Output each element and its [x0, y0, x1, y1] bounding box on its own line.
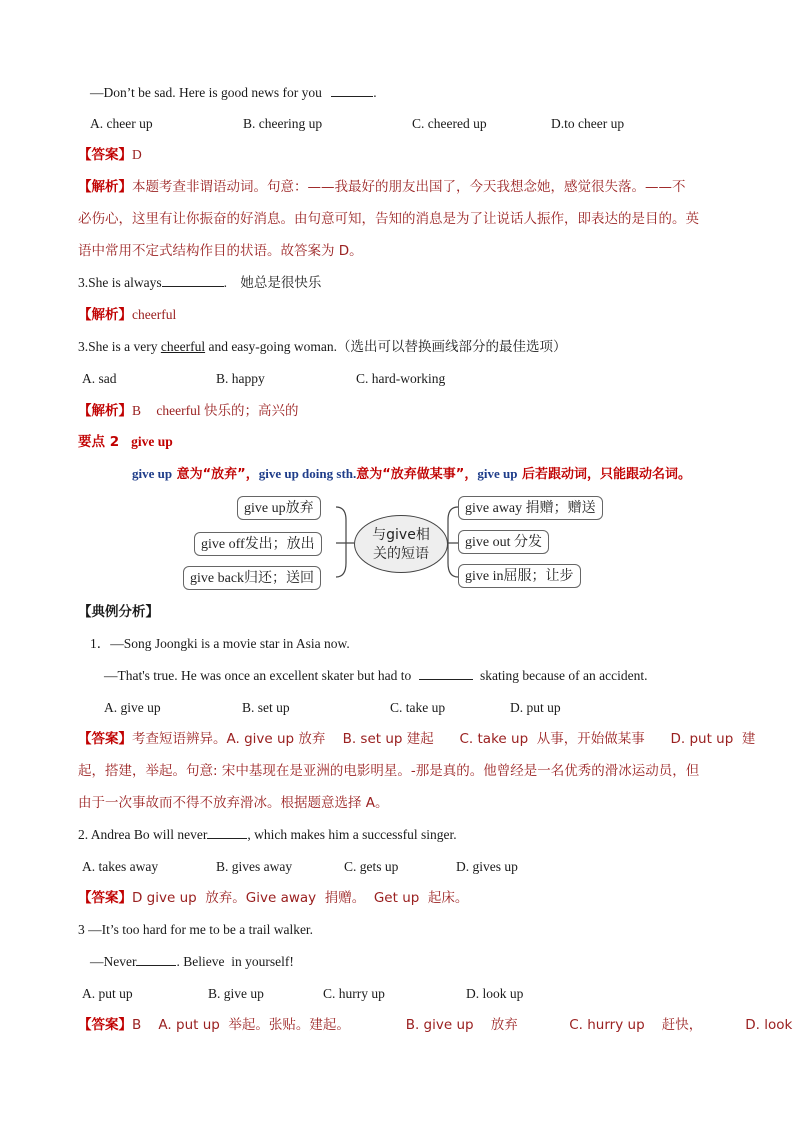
option-c[interactable]: C. gets up: [344, 859, 399, 874]
ex1-answer-2: 起，搭建，举起。句意: 宋中基现在是亚洲的电影明星。-那是真的。他曾经是一名优秀的滑冰运动员，但: [78, 763, 700, 779]
ex1-line1: 1．—Song Joongki is a movie star in Asia now.: [90, 636, 350, 651]
mindmap-center: 与give相 关的短语: [354, 515, 448, 573]
q-top-analysis-2: 必伤心，这里有让你振奋的好消息。由句意可知，告知的消息是为了让说话人振作，即表达的是目的。英: [78, 211, 699, 227]
option-d[interactable]: D. put up: [510, 700, 561, 715]
q3b-analysis: 【解析】B cheerful 快乐的；高兴的: [78, 403, 299, 419]
option-c[interactable]: C. cheered up: [412, 116, 487, 131]
option-a[interactable]: A. put up: [82, 986, 133, 1001]
answer-blank[interactable]: [419, 667, 473, 680]
ex2-answer: 【答案】D give up 放弃。Give away 捐赠。 Get up 起床。: [78, 890, 469, 906]
ex3-line2: —Never . Believe in yourself!: [90, 954, 294, 969]
option-d[interactable]: D. look up: [466, 986, 524, 1001]
answer-blank[interactable]: [162, 274, 224, 287]
q-top-analysis-1: 【解析】本题考查非谓语动词。句意：——我最好的朋友出国了，今天我想念她，感觉很失落。——不: [78, 179, 686, 195]
option-c[interactable]: C. hurry up: [323, 986, 385, 1001]
ex3-line1: 3 —It’s too hard for me to be a trail walker.: [78, 922, 314, 937]
underlined-word: cheerful: [160, 339, 206, 354]
option-b[interactable]: B. happy: [216, 371, 265, 386]
mindmap-node-give-back: give back归还；送回: [183, 566, 321, 590]
option-b[interactable]: B. set up: [242, 700, 290, 715]
option-d[interactable]: D. gives up: [456, 859, 518, 874]
option-c[interactable]: C. take up: [390, 700, 446, 715]
option-b[interactable]: B. cheering up: [243, 116, 323, 131]
ex1-answer-1: 【答案】考查短语辨异。A. give up 放弃 B. set up 建起 C. take up 从事，开始做某事 D. put up 建: [78, 731, 756, 747]
q-top-analysis-3: 语中常用不定式结构作目的状语。故答案为 D。: [78, 243, 363, 259]
q3a-stem: 3.She is always . 她总是很快乐: [78, 275, 322, 291]
option-b[interactable]: B. give up: [208, 986, 264, 1001]
ex2-stem: 2. Andrea Bo will never , which makes him a successful singer.: [78, 827, 457, 842]
mindmap-node-give-away: give away 捐赠；赠送: [458, 496, 603, 520]
answer-blank[interactable]: [331, 84, 373, 97]
q-top-stem: —Don’t be sad. Here is good news for you .: [90, 85, 377, 100]
q3b-stem: 3.She is a very cheerful and easy-going woman.（选出可以替换画线部分的最佳选项）: [78, 339, 567, 354]
option-c[interactable]: C. hard-working: [356, 371, 446, 386]
q3a-analysis: 【解析】cheerful: [78, 307, 177, 323]
mindmap-node-give-out: give out 分发: [458, 530, 549, 554]
option-b[interactable]: B. gives away: [216, 859, 293, 874]
mindmap-node-give-in: give in屈服；让步: [458, 564, 581, 588]
mindmap-node-give-up: give up放弃: [237, 496, 321, 520]
q-top-answer: 【答案】D: [78, 147, 142, 163]
option-d[interactable]: D.to cheer up: [551, 116, 625, 131]
answer-blank[interactable]: [207, 826, 247, 839]
point2-heading: 要点 2 give up: [78, 434, 173, 450]
option-a[interactable]: A. give up: [104, 700, 161, 715]
ex1-answer-3: 由于一次事故而不得不放弃滑冰。根据题意选择 A。: [78, 795, 389, 811]
answer-blank[interactable]: [136, 953, 176, 966]
mindmap-node-give-off: give off发出；放出: [194, 532, 322, 556]
ex1-line2: —That's true. He was once an excellent skater but had to skating because of an accident.: [104, 668, 648, 683]
option-a[interactable]: A. takes away: [82, 859, 159, 874]
option-a[interactable]: A. sad: [82, 371, 117, 386]
examples-title: 【典例分析】: [78, 604, 159, 620]
point2-note: give up 意为“放弃”，give up doing sth.意为“放弃做某事”，give up 后若跟动词，只能跟动名词。: [132, 466, 691, 482]
option-a[interactable]: A. cheer up: [90, 116, 153, 131]
ex3-answer: 【答案】B A. put up 举起。张贴。建起。 B. give up 放弃 C. hurry up 赶快， D. look: [78, 1017, 793, 1033]
